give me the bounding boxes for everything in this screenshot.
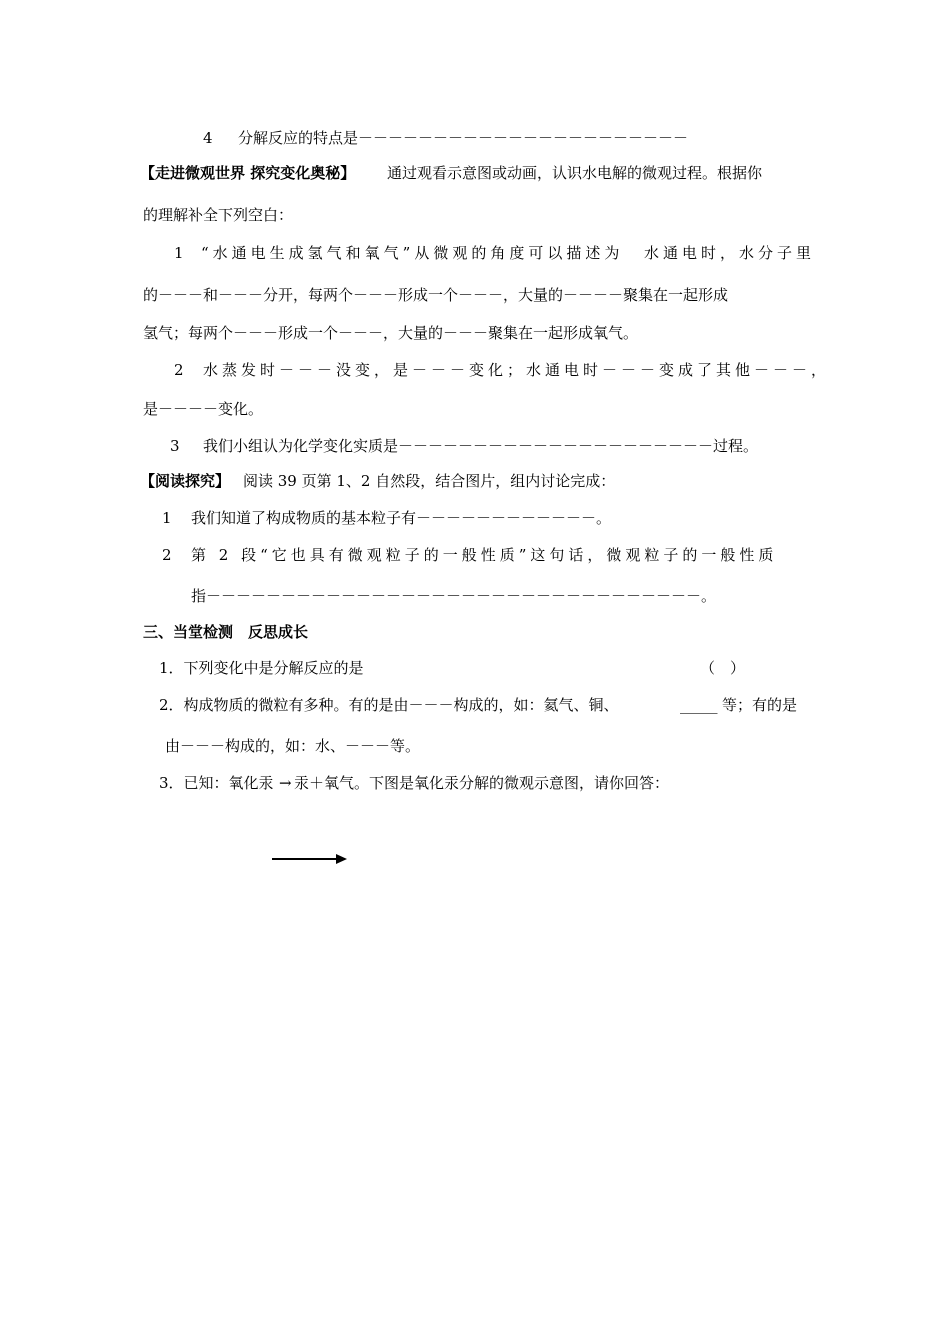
question-text: 我们知道了构成物质的基本粒子有－－－－－－－－－－－－。 xyxy=(191,509,612,527)
micro-world-intro-line2 xyxy=(0,205,950,225)
question-text: 我们小组认为化学变化实质是－－－－－－－－－－－－－－－－－－－－－过程。 xyxy=(203,437,759,455)
reading-intro xyxy=(0,471,950,491)
reading-q2-line1 xyxy=(0,545,950,565)
question-text-cont: 的－－－和－－－分开，每两个－－－形成一个－－－，大量的－－－－聚集在一起形成 xyxy=(143,286,729,304)
question-text-cont: 氢气；每两个－－－形成一个－－－，大量的－－－聚集在一起形成氧气。 xyxy=(143,324,639,342)
question-number: 1 xyxy=(162,509,172,527)
question-text: 1．下列变化中是分解反应的是 xyxy=(159,659,364,677)
section3-heading-line xyxy=(0,622,950,642)
question-number: 1 xyxy=(174,244,184,262)
micro-q3 xyxy=(0,436,950,456)
question-text: 2．构成物质的微粒有多种。有的是由－－－构成的，如：氦气、铜、 xyxy=(159,696,619,714)
question-text-cont: 是－－－－变化。 xyxy=(143,400,264,418)
answer-blank: _____ xyxy=(680,696,718,714)
question-text: 3．已知：氧化汞 xyxy=(159,774,274,792)
reaction-arrow: → xyxy=(279,774,292,792)
question-number: 2 xyxy=(162,546,172,564)
micro-q1-line2 xyxy=(0,285,950,305)
item-4-decomposition xyxy=(0,128,950,148)
micro-q1-line3 xyxy=(0,323,950,343)
item-number: 4 xyxy=(203,129,213,147)
question-text: 第 2 段“它也具有微观粒子的一般性质”这句话，微观粒子的一般性质 xyxy=(191,546,778,564)
micro-world-intro-line1 xyxy=(0,163,950,183)
check-q3 xyxy=(0,773,950,793)
question-text-cont: 等；有的是 xyxy=(722,696,798,714)
reading-q1 xyxy=(0,508,950,528)
section-heading-micro: 【走进微观世界 探究变化奥秘】 xyxy=(140,164,356,182)
diagram-reaction-arrow-icon xyxy=(272,852,348,866)
question-text-cont: 由－－－构成的，如：水、－－－等。 xyxy=(165,737,421,755)
question-text: 水蒸发时－－－没变，是－－－变化；水通电时－－－变成了其他－－－， xyxy=(203,361,831,379)
section-heading-check: 三、当堂检测 反思成长 xyxy=(143,623,309,641)
section-heading-reading: 【阅读探究】 xyxy=(140,472,231,490)
reading-intro-text: 阅读 39 页第 1、2 自然段，结合图片，组内讨论完成： xyxy=(243,472,616,490)
micro-q2-line2 xyxy=(0,399,950,419)
question-number: 2 xyxy=(174,361,184,379)
check-q2-line1 xyxy=(0,695,950,715)
question-number: 3 xyxy=(170,437,180,455)
question-text-cont: 指－－－－－－－－－－－－－－－－－－－－－－－－－－－－－－－－－。 xyxy=(191,587,717,605)
check-q1 xyxy=(0,658,950,678)
micro-q1-line1 xyxy=(0,243,950,263)
answer-bracket: （ ） xyxy=(700,659,746,677)
micro-q2-line1 xyxy=(0,360,950,380)
reading-q2-line2 xyxy=(0,586,950,606)
micro-intro-text-cont: 的理解补全下列空白： xyxy=(143,206,294,224)
question-text: “水通电生成氢气和氧气”从微观的角度可以描述为 xyxy=(201,244,624,262)
question-text-cont: 水通电时，水分子里 xyxy=(644,244,816,262)
question-text-cont: 汞＋氧气。下图是氧化汞分解的微观示意图，请你回答： xyxy=(294,774,670,792)
check-q2-line2 xyxy=(0,736,950,756)
micro-intro-text: 通过观看示意图或动画，认识水电解的微观过程。根据你 xyxy=(387,164,763,182)
item-text: 分解反应的特点是－－－－－－－－－－－－－－－－－－－－－－ xyxy=(238,129,689,147)
